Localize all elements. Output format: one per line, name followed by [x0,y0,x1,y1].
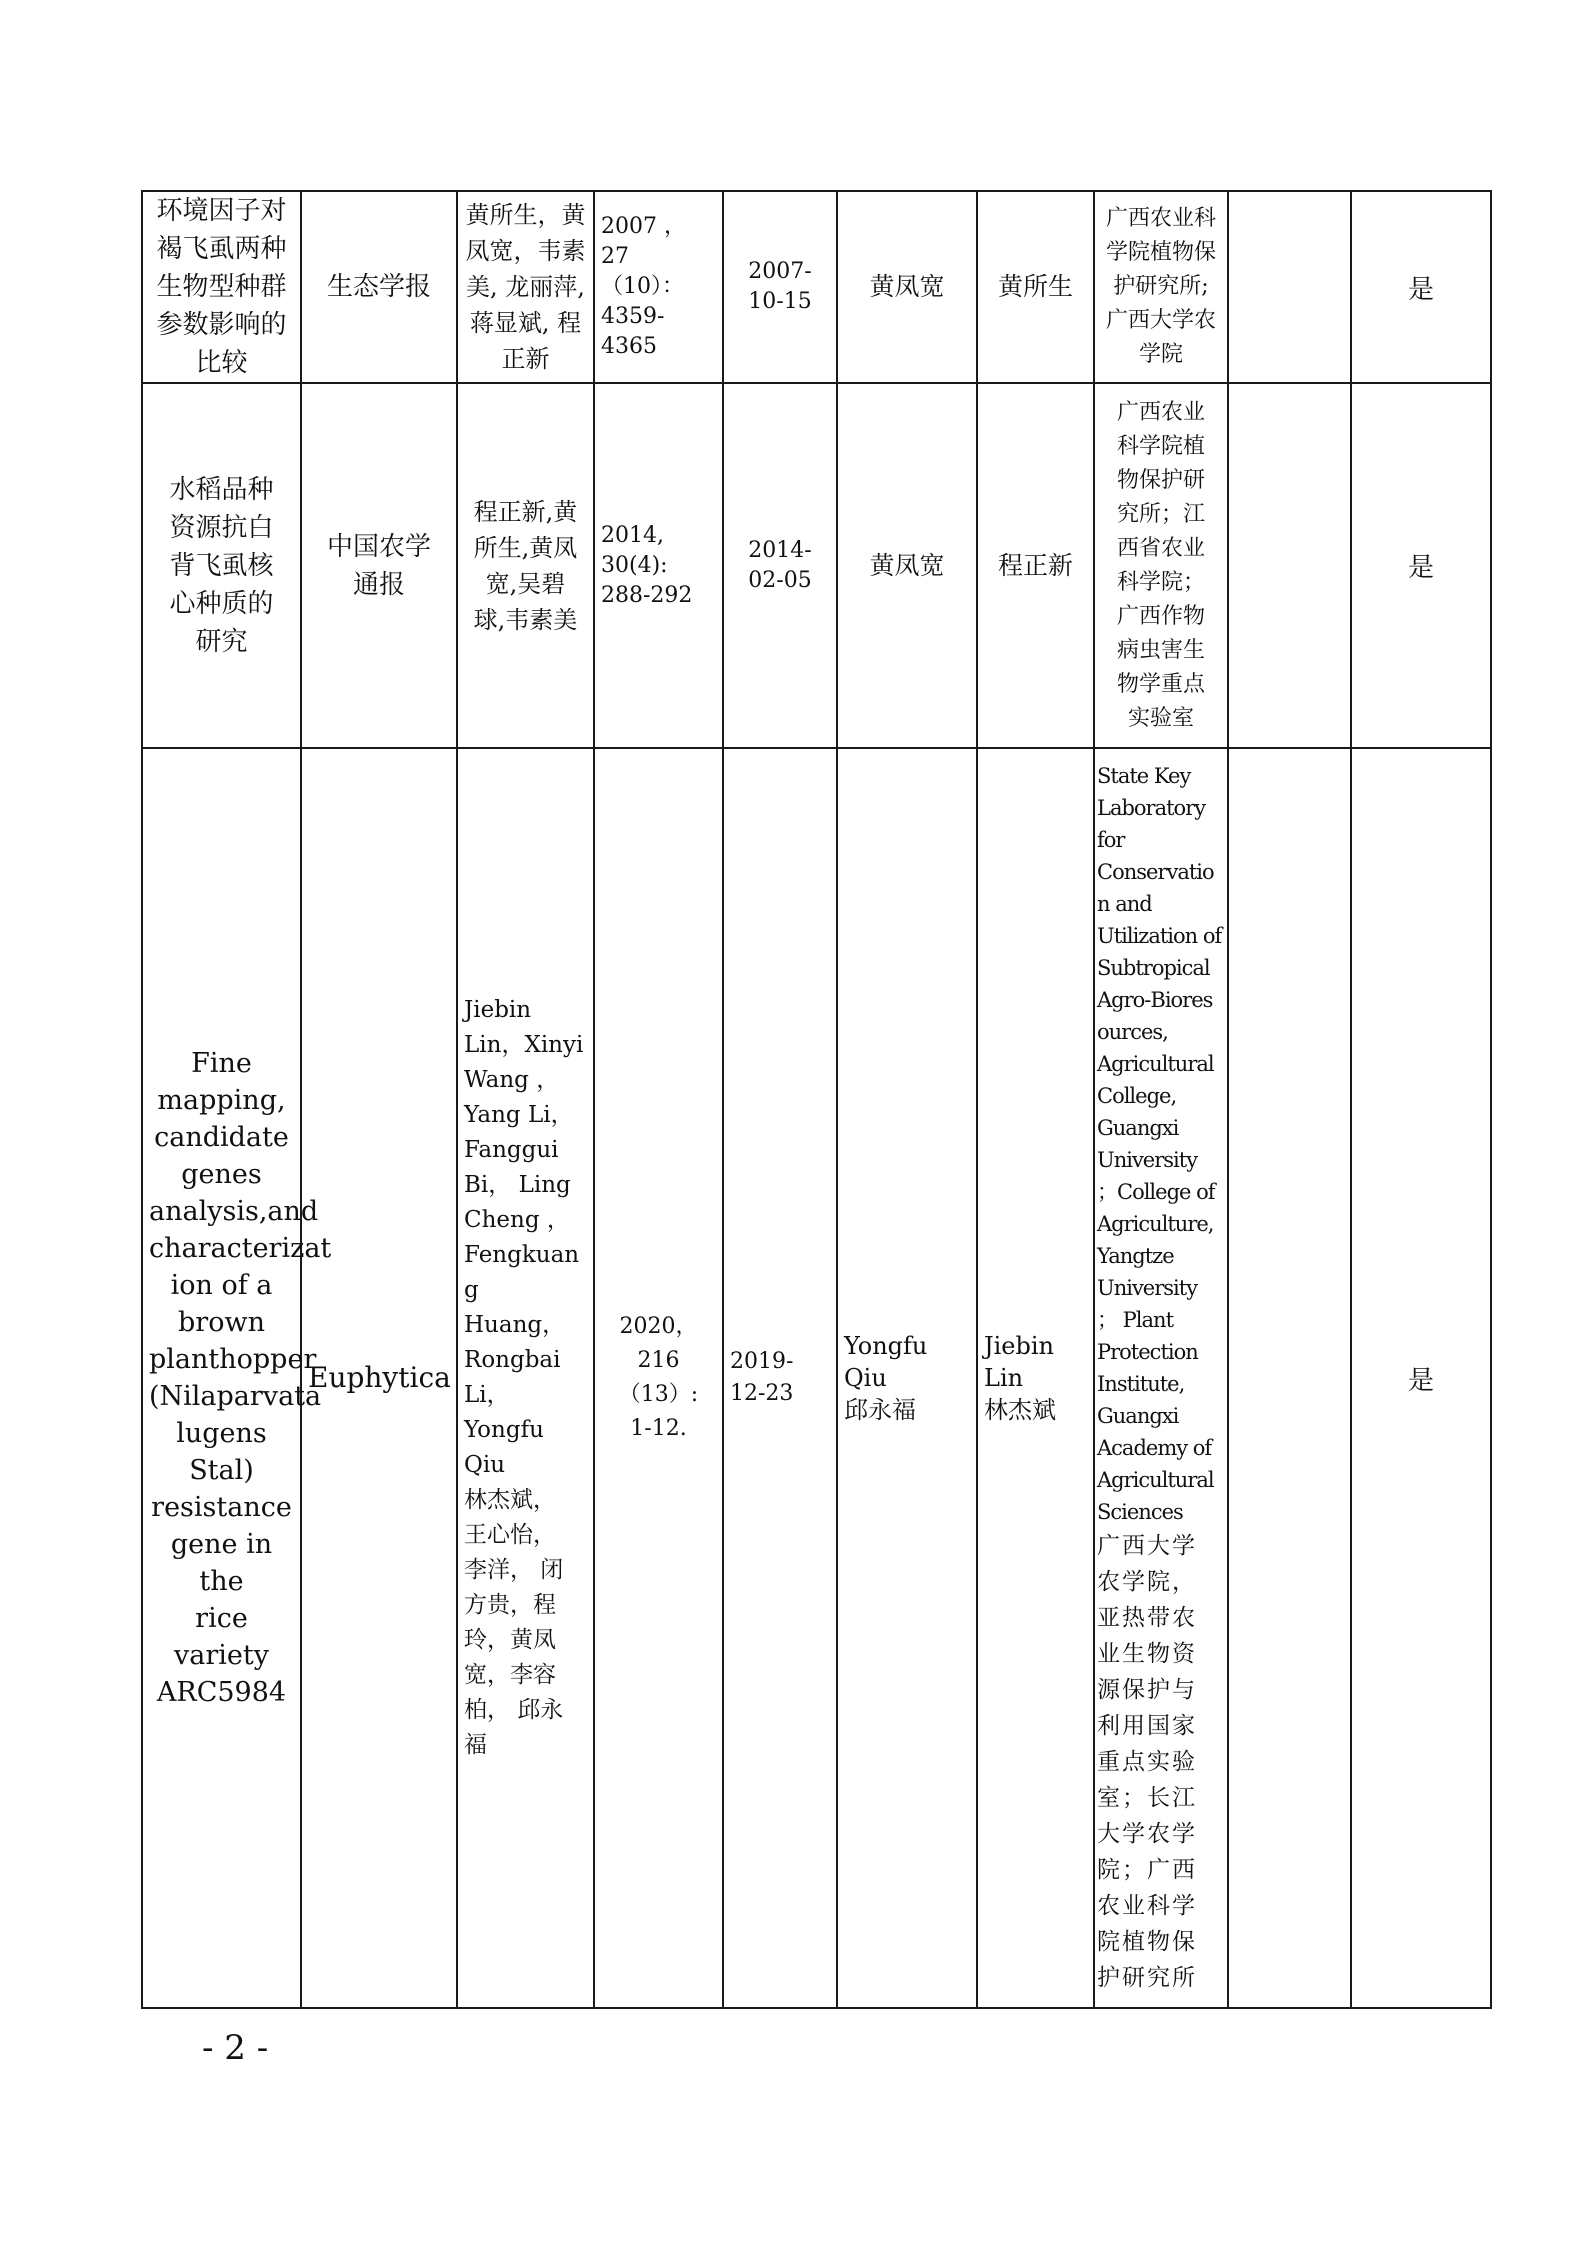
journal-name: 中国农学 通报 [301,383,457,748]
flag-cell: 是 [1351,383,1491,748]
table-row [142,191,1491,383]
journal-name: 生态学报 [301,191,457,383]
first-author: 黄凤宽 [837,383,977,748]
paper-title: 水稻品种 资源抗白 背飞虱核 心种质的 研究 [142,383,301,748]
affiliation: 广西农业 科学院植 物保护研 究所；江 西省农业 科学院； 广西作物 病虫害生 物学重点 实验室 [1094,383,1228,748]
affiliation-chinese: 广西大学 农学院， 亚热带农 业生物资 源保护与 利用国家 重点实验 室；长江 大学农学 院；广西 农业科学 院植物保 护研究所 [1097,1533,1197,1991]
table-row [142,383,1491,748]
flag-cell: 是 [1351,748,1491,2008]
volume-pages: 2020， 216（13）: 1-12. [594,748,723,2008]
empty-cell [1228,383,1351,748]
authors: Jiebin Lin，Xinyi Wang ， Yang Li， Fanggui Bi， Ling Cheng ， Fengkuan g Huang， Rongbai Li，Yongfu Qiu 林杰斌， 王心怡， 李洋， 闭 方贵，程 玲，黄凤 宽，李容 柏， 邱永 福 [457,748,594,2008]
corresponding-author: 程正新 [977,383,1094,748]
volume-pages: 2007 ， 27 （10）： 4359-4365 [594,191,723,383]
authors: 黄所生，黄 凤宽，韦素 美, 龙丽萍, 蒋显斌, 程 正新 [457,191,594,383]
paper-title: Fine mapping, candidate genes analysis,and characterizat ion of a brown planthopper (Nilaparvata lugens Stal) resistance gene in the rice variety ARC5984 [142,748,301,2008]
journal-name: Euphytica [301,748,457,2008]
flag-cell: 是 [1351,191,1491,383]
empty-cell [1228,748,1351,2008]
publication-table [141,190,1492,2009]
authors: 程正新,黄 所生,黄凤 宽,吴碧 球,韦素美 [457,383,594,748]
affiliation: 广西农业科 学院植物保 护研究所; 广西大学农 学院 [1094,191,1228,383]
first-author: Yongfu Qiu 邱永福 [837,748,977,2008]
first-author: 黄凤宽 [837,191,977,383]
publish-date: 2014- 02-05 [723,383,837,748]
affiliation [1094,748,1228,2008]
volume-pages: 2014, 30(4): 288-292 [594,383,723,748]
empty-cell [1228,191,1351,383]
page-number: - 2 - [202,2028,269,2068]
table-row [142,748,1491,2008]
publish-date: 2007- 10-15 [723,191,837,383]
corresponding-author: 黄所生 [977,191,1094,383]
corresponding-author: Jiebin Lin 林杰斌 [977,748,1094,2008]
paper-title: 环境因子对 褐飞虱两种 生物型种群 参数影响的 比较 [142,191,301,383]
publish-date: 2019- 12-23 [723,748,837,2008]
affiliation-english: State Key Laboratory for Conservatio n and Utilization of Subtropical Agro-Biores ources, Agricultural College, Guangxi University ；College of Agriculture, Yangtze University ； Plant Protection Institute, Guangxi Academy of Agricultural Sciences [1097,764,1222,1524]
